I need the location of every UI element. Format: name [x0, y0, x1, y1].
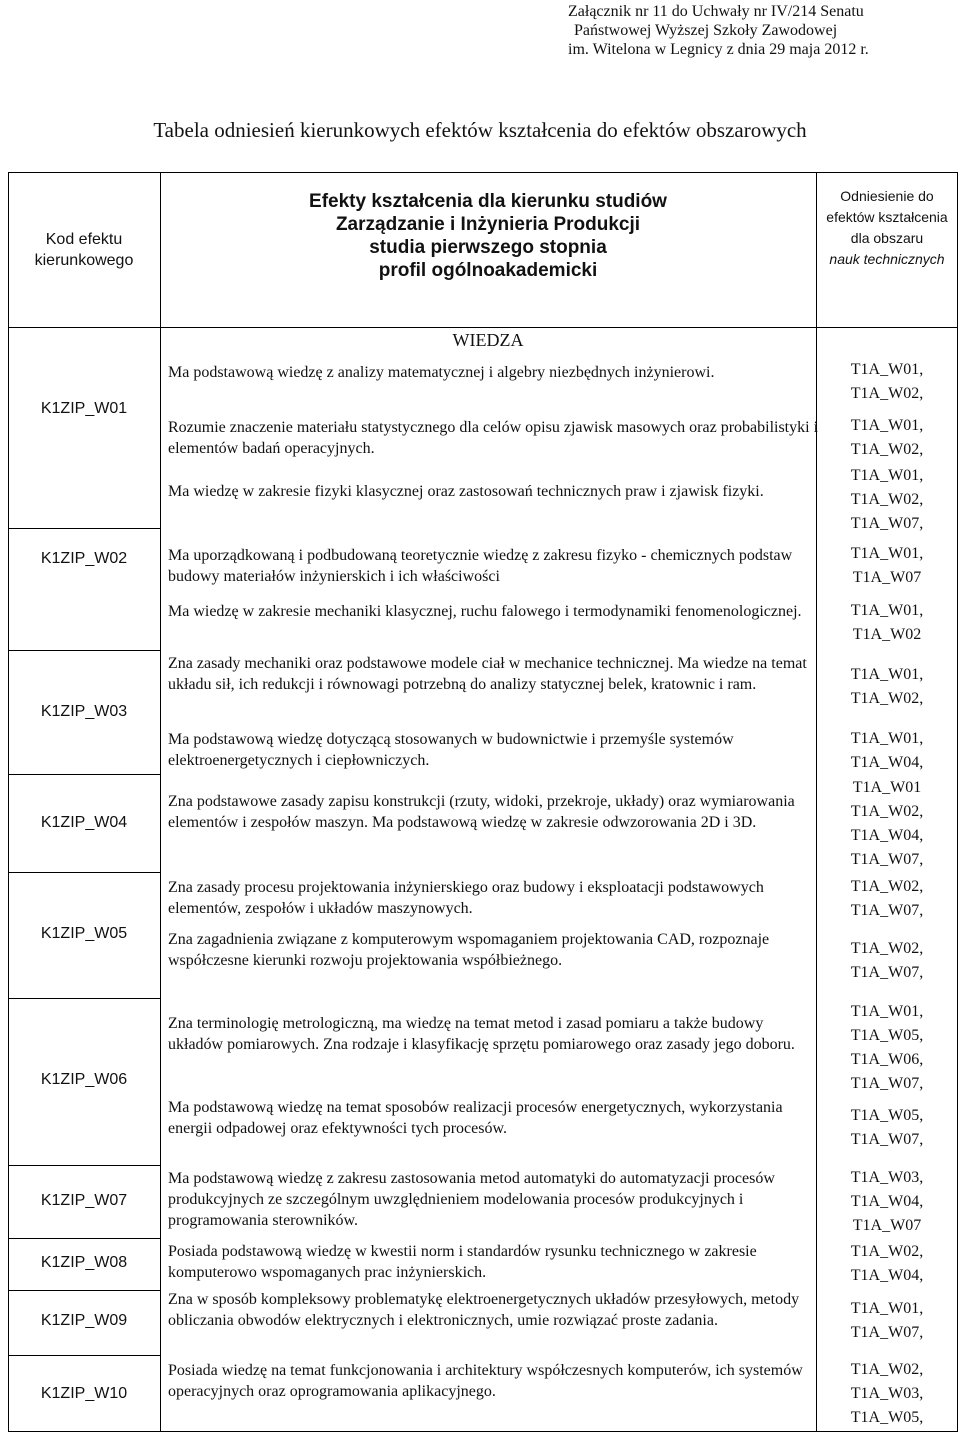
effect-description: Rozumie znaczenie materiału statystycznego dla celów opisu zjawisk masowych oraz probabilistyki i elementów badań operacyjnych.	[168, 419, 819, 457]
row-divider	[8, 1290, 160, 1291]
effect-code: K1ZIP_W07	[40, 1192, 128, 1209]
header-main-line-1: Efekty kształcenia dla kierunku studiów	[309, 191, 667, 212]
row-divider	[8, 650, 160, 651]
effect-description: Posiada podstawową wiedzę w kwestii norm i standardów rysunku technicznego w zakresie komputerowo wspomaganych prac inżynierskich.	[168, 1243, 757, 1281]
effect-code: K1ZIP_W09	[40, 1312, 128, 1329]
effect-code: K1ZIP_W04	[40, 814, 128, 831]
area-references: T1A_W01, T1A_W02	[850, 602, 924, 643]
area-references: T1A_W01, T1A_W02,	[850, 417, 924, 458]
effect-description: Ma podstawową wiedzę na temat sposobów realizacji procesów energetycznych, wykorzystania energii odpadowej oraz efektywności tych procesów.	[168, 1099, 783, 1137]
row-divider	[8, 1165, 160, 1166]
header-effects-column	[160, 190, 816, 282]
annotation-line-2: Państwowej Wyższej Szkoły Zawodowej	[574, 22, 838, 39]
effect-description: Ma wiedzę w zakresie fizyki klasycznej oraz zastosowań technicznych praw i zjawisk fizyki.	[168, 483, 764, 500]
column-divider	[160, 172, 161, 1432]
effect-description: Ma wiedzę w zakresie mechaniki klasycznej, ruchu falowego i termodynamiki fenomenologicznej.	[168, 603, 802, 620]
header-main-line-4: profil ogólnoakademicki	[378, 260, 598, 281]
header-divider	[8, 327, 958, 328]
effect-description: Ma podstawową wiedzę z analizy matematycznej i algebry niezbędnych inżynierowi.	[168, 364, 715, 381]
row-divider	[8, 1355, 160, 1356]
header-ref-line-2: nauk technicznych	[829, 251, 945, 267]
document-title: Tabela odniesień kierunkowych efektów kształcenia do efektów obszarowych	[153, 118, 807, 142]
effect-code: K1ZIP_W02	[40, 550, 128, 567]
area-references: T1A_W01, T1A_W05, T1A_W06, T1A_W07,	[850, 1003, 924, 1092]
document-annotation	[568, 2, 948, 59]
header-ref-line-1: Odniesienie do efektów kształcenia dla obszaru	[826, 188, 948, 246]
effect-code: K1ZIP_W10	[40, 1385, 128, 1402]
area-references: T1A_W02, T1A_W07,	[850, 878, 924, 919]
effect-description: Zna zagadnienia związane z komputerowym wspomaganiem projektowania CAD, rozpoznaje współczesne kierunki rozwoju projektowania współbieżnego.	[168, 931, 770, 969]
header-main-line-3: studia pierwszego stopnia	[369, 237, 607, 258]
effect-code: K1ZIP_W03	[40, 703, 128, 720]
annotation-line-3: im. Witelona w Legnicy z dnia 29 maja 2012 r.	[568, 41, 869, 58]
area-references: T1A_W01, T1A_W02,	[850, 666, 924, 707]
row-divider	[8, 872, 160, 873]
effect-description: Ma uporządkowaną i podbudowaną teoretycznie wiedzę z zakresu fizyko - chemicznych podstaw budowy materiałów inżynierskich i ich właściwości	[168, 547, 793, 585]
effect-code: K1ZIP_W08	[40, 1254, 128, 1271]
effect-description: Posiada wiedzę na temat funkcjonowania i architektury współczesnych komputerów, ich systemów operacyjnych oraz oprogramowania aplikacyjnego.	[168, 1362, 803, 1400]
header-code-column: Kod efektu kierunkowego	[34, 230, 134, 269]
effect-code: K1ZIP_W06	[40, 1071, 128, 1088]
row-divider	[8, 528, 160, 529]
header-reference-column	[816, 186, 958, 270]
area-references: T1A_W02, T1A_W04,	[850, 1243, 924, 1284]
effect-description: Zna podstawowe zasady zapisu konstrukcji (rzuty, widoki, przekroje, układy) oraz wymiarowania elementów i zespołów maszyn. Ma podstawową wiedzę w zakresie odwzorowania 2D i 3D.	[168, 793, 795, 831]
area-references: T1A_W02, T1A_W03, T1A_W05,	[850, 1361, 924, 1426]
area-references: T1A_W01, T1A_W07	[850, 545, 924, 586]
area-references: T1A_W05, T1A_W07,	[850, 1107, 924, 1148]
area-references: T1A_W02, T1A_W07,	[850, 940, 924, 981]
header-main-line-2: Zarządzanie i Inżynieria Produkcji	[335, 214, 641, 235]
effect-description: Zna zasady mechaniki oraz podstawowe modele ciał w mechanice technicznej. Ma wiedze na temat układu sił, ich redukcji i równowagi potrzebną do analizy statycznej belek, kratownic i ram.	[168, 655, 807, 693]
row-divider	[8, 774, 160, 775]
area-references: T1A_W01, T1A_W02, T1A_W07,	[850, 467, 924, 532]
effect-description: Zna w sposób kompleksowy problematykę elektroenergetycznych układów przesyłowych, metody obliczania obwodów elektrycznych i elektronicznych, umie rozwiązać proste zadania.	[168, 1291, 800, 1329]
effect-description: Ma podstawową wiedzę dotyczącą stosowanych w budownictwie i przemyśle systemów elektroenergetycznych i ciepłowniczych.	[168, 731, 734, 769]
effect-code: K1ZIP_W01	[40, 400, 128, 417]
area-references: T1A_W01, T1A_W07,	[850, 1300, 924, 1341]
category-label: WIEDZA	[452, 330, 524, 350]
area-references: T1A_W01, T1A_W04,	[850, 730, 924, 771]
area-references: T1A_W03, T1A_W04, T1A_W07	[850, 1169, 924, 1234]
area-references: T1A_W01 T1A_W02, T1A_W04, T1A_W07,	[850, 779, 924, 868]
effect-description: Zna terminologię metrologiczną, ma wiedzę na temat metod i zasad pomiaru a także budowy układów pomiarowych. Zna rodzaje i klasyfikację sprzętu pomiarowego oraz zasady jego doboru.	[168, 1015, 795, 1053]
row-divider	[8, 1238, 160, 1239]
area-references: T1A_W01, T1A_W02,	[850, 361, 924, 402]
effect-description: Ma podstawową wiedzę z zakresu zastosowania metod automatyki do automatyzacji procesów produkcyjnych ze szczególnym uwzględnieniem modelowania procesów produkcyjnych i programowania sterowników.	[168, 1170, 775, 1229]
effect-code: K1ZIP_W05	[40, 925, 128, 942]
row-divider	[8, 998, 160, 999]
annotation-line-1: Załącznik nr 11 do Uchwały nr IV/214 Senatu	[568, 3, 864, 20]
effect-description: Zna zasady procesu projektowania inżynierskiego oraz budowy i eksploatacji podstawowych elementów, zespołów i układów maszynowych.	[168, 879, 764, 917]
